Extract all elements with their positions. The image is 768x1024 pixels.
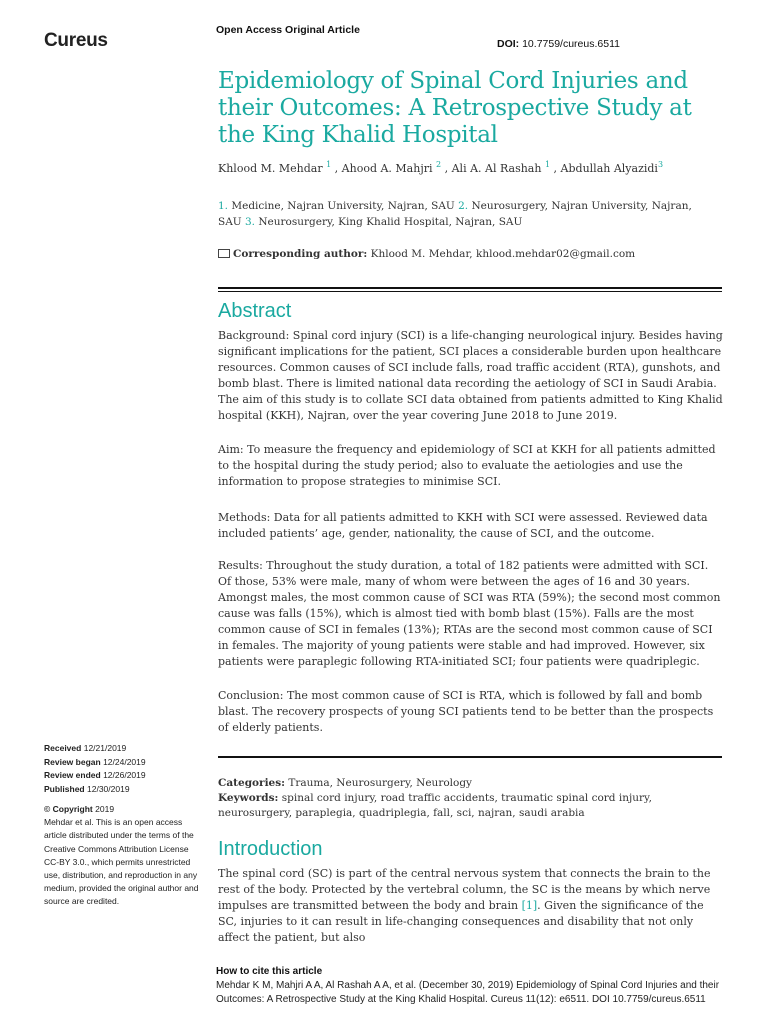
- affiliation-number: 1.: [218, 200, 229, 212]
- article-title: Epidemiology of Spinal Cord Injuries and their Outcomes: A Retrospective Study at the King Khalid Hospital: [218, 68, 692, 148]
- section-divider: [218, 287, 722, 289]
- section-divider: [218, 291, 722, 292]
- keywords: Keywords: spinal cord injury, road traffic accidents, traumatic spinal cord injury, neurosurgery, paraplegia, quadriplegia, fall, sci, najran, saudi arabia: [218, 792, 652, 819]
- categories: Categories: Trauma, Neurosurgery, Neurology: [218, 777, 472, 789]
- author-name[interactable]: Abdullah Alyazidi: [560, 162, 658, 175]
- author-name[interactable]: Khlood M. Mehdar: [218, 162, 323, 175]
- date-review-began: Review began 12/24/2019: [44, 756, 146, 767]
- date-published: Published 12/30/2019: [44, 783, 130, 794]
- section-divider: [218, 756, 722, 758]
- abstract-background: Background: Spinal cord injury (SCI) is a life-changing neurological injury. Besides having significant implications for the patient, SCI places a considerable burden upon healthcare resources. Common causes of SCI include falls, road traffic accident (RTA), gunshots, and bomb blast. There is limited national data recording the aetiology of SCI in Saudi Arabia. The aim of this study is to collate SCI data obtained from patients admitted to King Khalid hospital (KKH), Najran, over the year covering June 2018 to June 2019.: [218, 329, 723, 422]
- affiliation-ref: 1: [326, 160, 332, 169]
- abstract-conclusion: Conclusion: The most common cause of SCI is RTA, which is followed by fall and bomb blast. The recovery prospects of young SCI patients tend to be better than the prospects of elderly patients.: [218, 689, 714, 734]
- date-review-ended: Review ended 12/26/2019: [44, 770, 146, 780]
- abstract-aim: Aim: To measure the frequency and epidemiology of SCI at KKH for all patients admitted to the hospital during the study period; also to evaluate the aetiologies and use the information to propose strategies to minimise SCI.: [218, 443, 716, 488]
- categories-keywords: [218, 776, 723, 821]
- affiliation-ref: 3: [657, 160, 664, 169]
- abstract-methods: Methods: Data for all patients admitted to KKH with SCI were assessed. Reviewed data included patients’ age, gender, nationality, the cause of SCI, and the outcome.: [218, 511, 708, 540]
- copyright-line: © Copyright 2019: [44, 804, 115, 814]
- copyright-notice: [44, 803, 204, 909]
- affiliation-number: 3.: [244, 216, 255, 228]
- copyright-text: Mehdar et al. This is an open access article distributed under the terms of the Creative Commons Attribution License CC-BY 3.0., which permits unrestricted use, distribution, and reproduction in any medium, provided the original author and source are credited.: [44, 817, 199, 907]
- introduction-paragraph: The spinal cord (SC) is part of the central nervous system that connects the brain to the rest of the body. Protected by the vertebral column, the SC is the means by which nerve impulses are transmitted between the body and brain [1]. Given the significance of the SC, injuries to it can result in life-changing consequences and disability that not only affect the patient, but also: [218, 867, 711, 944]
- envelope-icon: [218, 249, 230, 258]
- doi: [497, 38, 620, 50]
- author-name[interactable]: Ali A. Al Rashah: [451, 162, 542, 175]
- date-received: Received 12/21/2019: [44, 743, 127, 753]
- affiliation-ref: 2: [436, 160, 442, 169]
- introduction-heading: Introduction: [218, 838, 323, 860]
- author-list: Khlood M. Mehdar $^1$ , Ahood A. Mahjri $^2$ , Ali A. Al Rashah $^1$ , Abdullah Alyazidi$^3$: [218, 160, 664, 175]
- abstract-heading: Abstract: [218, 300, 292, 322]
- affiliation-ref: 1: [544, 160, 551, 169]
- corresponding-text[interactable]: Khlood M. Mehdar, khlood.mehdar02@gmail.com: [370, 248, 636, 260]
- citation-heading: How to cite this article: [216, 966, 323, 977]
- affiliation-text: Medicine, Najran University, Najran, SAU: [231, 200, 455, 212]
- corresponding-author: [218, 248, 728, 260]
- affiliation-number: 2.: [458, 200, 469, 212]
- abstract-results: Results: Throughout the study duration, a total of 182 patients were admitted with SCI. Of those, 53% were male, many of whom were between the ages of 16 and 30 years. Amongst males, the most common cause of SCI was RTA (59%); the second most common cause was falls (15%), which is almost tied with bomb blast (15%). Falls are the most common cause of SCI in females (13%); RTAs are the second most common cause of SCI in females. The majority of young patients were stable and had improved. However, six patients were paraplegic following RTA-initiated SCI; four patients were quadriplegic.: [218, 559, 721, 668]
- journal-logo[interactable]: Cureus: [44, 30, 108, 51]
- article-type: Open Access Original Article: [216, 24, 360, 36]
- reference-link[interactable]: [1]: [521, 899, 538, 912]
- author-name[interactable]: Ahood A. Mahjri: [341, 162, 433, 175]
- doi-label: DOI:: [497, 38, 520, 50]
- affiliation-text: Neurosurgery, King Khalid Hospital, Najran, SAU: [258, 216, 523, 228]
- publication-dates: [44, 742, 204, 796]
- affiliation-text: Neurosurgery, Najran University, Najran, SAU: [218, 200, 692, 228]
- doi-link[interactable]: 10.7759/cureus.6511: [522, 38, 620, 50]
- corresponding-label: Corresponding author:: [233, 248, 368, 260]
- affiliations: [218, 198, 718, 230]
- citation-text: Mehdar K M, Mahjri A A, Al Rashah A A, et al. (December 30, 2019) Epidemiology of Spinal Cord Injuries and their Outcomes: A Retrospective Study at the King Khalid Hospital. Cureus 11(12): e6511. DOI 10.7759/cureus.6511: [216, 980, 720, 1005]
